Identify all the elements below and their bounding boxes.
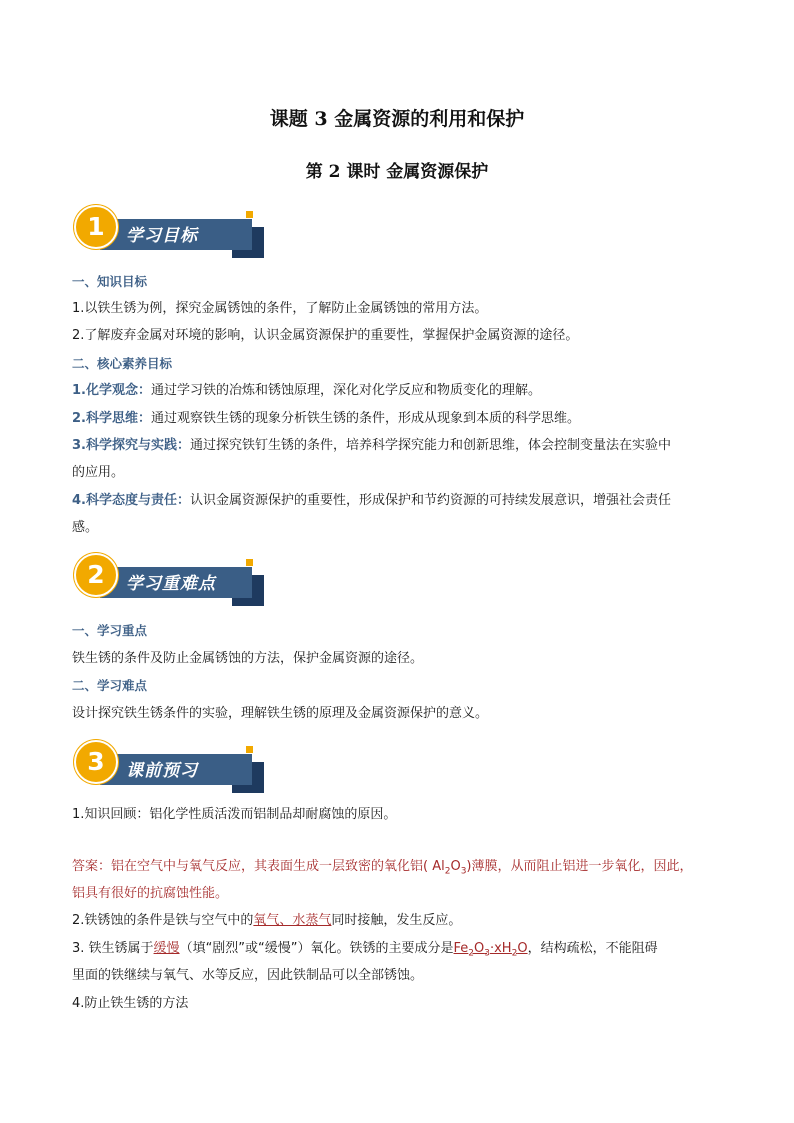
formula-fe: Fe xyxy=(453,941,469,956)
formula-sub-4: 2 xyxy=(511,948,518,959)
core-item-3-cont: 的应用。 xyxy=(72,465,125,480)
core-item-1 xyxy=(72,382,732,400)
badge-label: 学习目标 xyxy=(126,226,198,246)
preview-question-4: 4.防止铁生锈的方法 xyxy=(72,996,189,1011)
badge-label: 课前预习 xyxy=(126,761,198,781)
core-item-2-text: 通过观察铁生锈的现象分析铁生锈的条件，形成从现象到本质的科学思维。 xyxy=(150,411,580,426)
focus-heading: 一、学习重点 xyxy=(72,623,148,638)
formula-xh: ·xH xyxy=(489,941,512,956)
knowledge-item-1: 1.以铁生锈为例，探究金属锈蚀的条件，了解防止金属锈蚀的常用方法。 xyxy=(72,301,488,316)
answer-line-1 xyxy=(72,858,732,881)
q3-answer-blank-1: 缓慢 xyxy=(153,941,180,956)
core-item-1-text: 通过学习铁的冶炼和锈蚀原理，深化对化学反应和物质变化的理解。 xyxy=(150,383,541,398)
core-item-4-label: 4.科学态度与责任： xyxy=(72,493,190,508)
core-item-3-label: 3.科学探究与实践： xyxy=(72,438,190,453)
preview-question-3 xyxy=(72,940,732,963)
formula-sub-2: 2 xyxy=(468,948,475,959)
knowledge-heading: 一、知识目标 xyxy=(72,274,148,289)
formula-o2: O xyxy=(517,941,528,956)
focus-text: 铁生锈的条件及防止金属锈蚀的方法，保护金属资源的途径。 xyxy=(72,651,424,666)
difficulty-heading: 二、学习难点 xyxy=(72,678,148,693)
badge-number: 2 xyxy=(74,553,118,597)
core-item-4-cont: 感。 xyxy=(72,520,99,535)
page-title: 课题 3 金属资源的利用和保护 xyxy=(269,108,525,130)
q3-text-c: ，结构疏松，不能阻碍 xyxy=(527,941,658,956)
formula-sub-3: 3 xyxy=(484,948,490,959)
answer-sub-2: 3 xyxy=(460,866,467,877)
core-item-2-label: 2.科学思维： xyxy=(72,411,151,426)
badge-accent xyxy=(246,559,253,566)
core-item-4 xyxy=(72,492,732,510)
knowledge-item-2: 2.了解废弃金属对环境的影响，认识金属资源保护的重要性，掌握保护金属资源的途径。 xyxy=(72,328,579,343)
section-badge-key-points xyxy=(74,553,274,605)
answer-text-a: 答案：铝在空气中与氧气反应，其表面生成一层致密的氧化铝( Al xyxy=(72,859,445,874)
difficulty-text: 设计探究铁生锈条件的实验，理解铁生锈的原理及金属资源保护的意义。 xyxy=(72,706,489,721)
formula-o: O xyxy=(474,941,485,956)
q3-answer-blank-2 xyxy=(453,941,528,959)
preview-question-1: 1.知识回顾：铝化学性质活泼而铝制品却耐腐蚀的原因。 xyxy=(72,807,397,822)
badge-number: 1 xyxy=(74,205,118,249)
section-badge-preview xyxy=(74,740,274,792)
badge-number: 3 xyxy=(74,740,118,784)
q2-text-b: 同时接触，发生反应。 xyxy=(331,913,462,928)
core-item-3 xyxy=(72,437,732,455)
core-item-4-text: 认识金属资源保护的重要性，形成保护和节约资源的可持续发展意识，增强社会责任 xyxy=(189,493,671,508)
badge-accent xyxy=(246,211,253,218)
q3-text-b: （填“剧烈”或“缓慢”）氧化。铁锈的主要成分是 xyxy=(179,941,454,956)
badge-label: 学习重难点 xyxy=(126,574,216,594)
core-item-3-text: 通过探究铁钉生锈的条件，培养科学探究能力和创新思维，体会控制变量法在实验中 xyxy=(189,438,671,453)
core-item-2 xyxy=(72,410,732,428)
preview-question-3-cont: 里面的铁继续与氧气、水等反应，因此铁制品可以全部锈蚀。 xyxy=(72,968,424,983)
preview-question-2 xyxy=(72,912,732,930)
page-subtitle: 第 2 课时 金属资源保护 xyxy=(305,162,489,182)
answer-text-b: )薄膜，从而阻止铝进一步氧化，因此， xyxy=(466,859,693,874)
q3-text-a: 3. 铁生锈属于 xyxy=(72,941,154,956)
answer-sub-1: 2 xyxy=(444,866,451,877)
q2-answer-blank: 氧气、水蒸气 xyxy=(253,913,332,928)
core-heading: 二、核心素养目标 xyxy=(72,356,173,371)
q2-text-a: 2.铁锈蚀的条件是铁与空气中的 xyxy=(72,913,254,928)
section-badge-goals xyxy=(74,205,274,257)
answer-text-o: O xyxy=(450,859,461,874)
badge-accent xyxy=(246,746,253,753)
core-item-1-label: 1.化学观念： xyxy=(72,383,151,398)
answer-line-2: 铝具有很好的抗腐蚀性能。 xyxy=(72,886,229,901)
